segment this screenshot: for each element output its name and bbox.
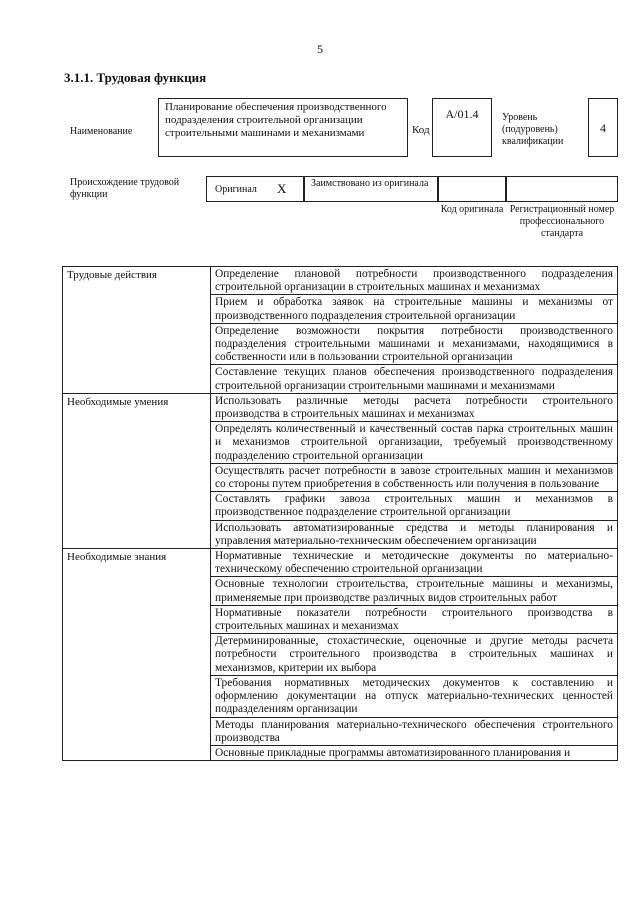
reg-number-label: Регистрационный номер профессионального стандарта <box>509 204 615 239</box>
original-mark: X <box>277 181 287 196</box>
function-name-box <box>158 98 408 157</box>
item-cell: Методы планирования материально-технического обеспечения строительного производства <box>211 717 618 745</box>
item-cell: Детерминированные, стохастические, оценочные и другие методы расчета потребности строительного производства в строительных машинах и механизмов, критерии их выбора <box>211 634 618 676</box>
original-box <box>206 176 304 202</box>
table-row <box>63 267 618 295</box>
table-row <box>63 549 618 577</box>
reg-number-box <box>506 176 618 202</box>
item-cell: Использовать различные методы расчета потребности строительного производства в строительных машинах и механизмах <box>211 393 618 421</box>
category-cell: Необходимые умения <box>63 393 211 548</box>
item-cell: Прием и обработка заявок на строительные машины и механизмы от производственного подразделения строительной организации <box>211 295 618 323</box>
origin-label: Происхождение трудовой функции <box>70 177 180 200</box>
item-cell: Основные технологии строительства, строительные машины и механизмы, применяемые при производстве различных видов строительных работ <box>211 577 618 605</box>
qualification-level-box <box>588 98 618 157</box>
table-row <box>63 393 618 421</box>
item-cell: Нормативные показатели потребности строительного производства в строительных машинах и механизмах <box>211 605 618 633</box>
qualification-level-value: 4 <box>600 121 606 135</box>
code-box <box>432 98 492 157</box>
original-label: Оригинал <box>215 184 257 195</box>
item-cell: Определение возможности покрытия потребности производственного подразделения строительными машинами и механизмами, находящимися в собственности или в пользовании строительной организации <box>211 323 618 365</box>
item-cell: Использовать автоматизированные средства и методы планирования и управления материально-техническим обеспечением организации <box>211 520 618 548</box>
section-heading: 3.1.1. Трудовая функция <box>64 70 207 85</box>
item-cell: Определение плановой потребности производственного подразделения строительной организации в строительных машинах и механизмах <box>211 267 618 295</box>
item-cell: Составление текущих планов обеспечения производственного подразделения строительной организации строительными машинами и механизмами <box>211 365 618 393</box>
code-value: А/01.4 <box>445 107 479 121</box>
code-original-label: Код оригинала <box>440 204 504 215</box>
page-number: 5 <box>317 42 323 56</box>
code-original-box <box>438 176 506 202</box>
category-cell: Трудовые действия <box>63 267 211 394</box>
item-cell: Определять количественный и качественный состав парка строительных машин и механизмов строительной организации, требуемый производственному подразделению строительной организации <box>211 422 618 464</box>
item-cell: Требования нормативных методических документов к составлению и оформлению документации на отпуск материально-технических ценностей подразделениям организации <box>211 675 618 717</box>
qualification-level-label: Уровень (подуровень) квалификации <box>502 112 564 147</box>
item-cell: Основные прикладные программы автоматизированного планирования и <box>211 745 618 760</box>
item-cell: Составлять графики завоза строительных машин и механизмов в производственное подразделение строительной организации <box>211 492 618 520</box>
item-cell: Нормативные технические и методические документы по материально-техническому обеспечению строительной организации <box>211 549 618 577</box>
name-label: Наименование <box>70 126 133 137</box>
item-cell: Осуществлять расчет потребности в завозе строительных машин и механизмов со стороны путем приобретения в собственность или получения в пользование <box>211 463 618 491</box>
category-cell: Необходимые знания <box>63 549 211 761</box>
function-name-value: Планирование обеспечения производственного подразделения строительной организации строительными машинами и механизмами <box>165 101 387 139</box>
code-label: Код <box>412 124 430 136</box>
borrowed-box <box>304 176 438 202</box>
function-details-table <box>62 266 618 761</box>
borrowed-label: Заимствовано из оригинала <box>311 178 429 189</box>
